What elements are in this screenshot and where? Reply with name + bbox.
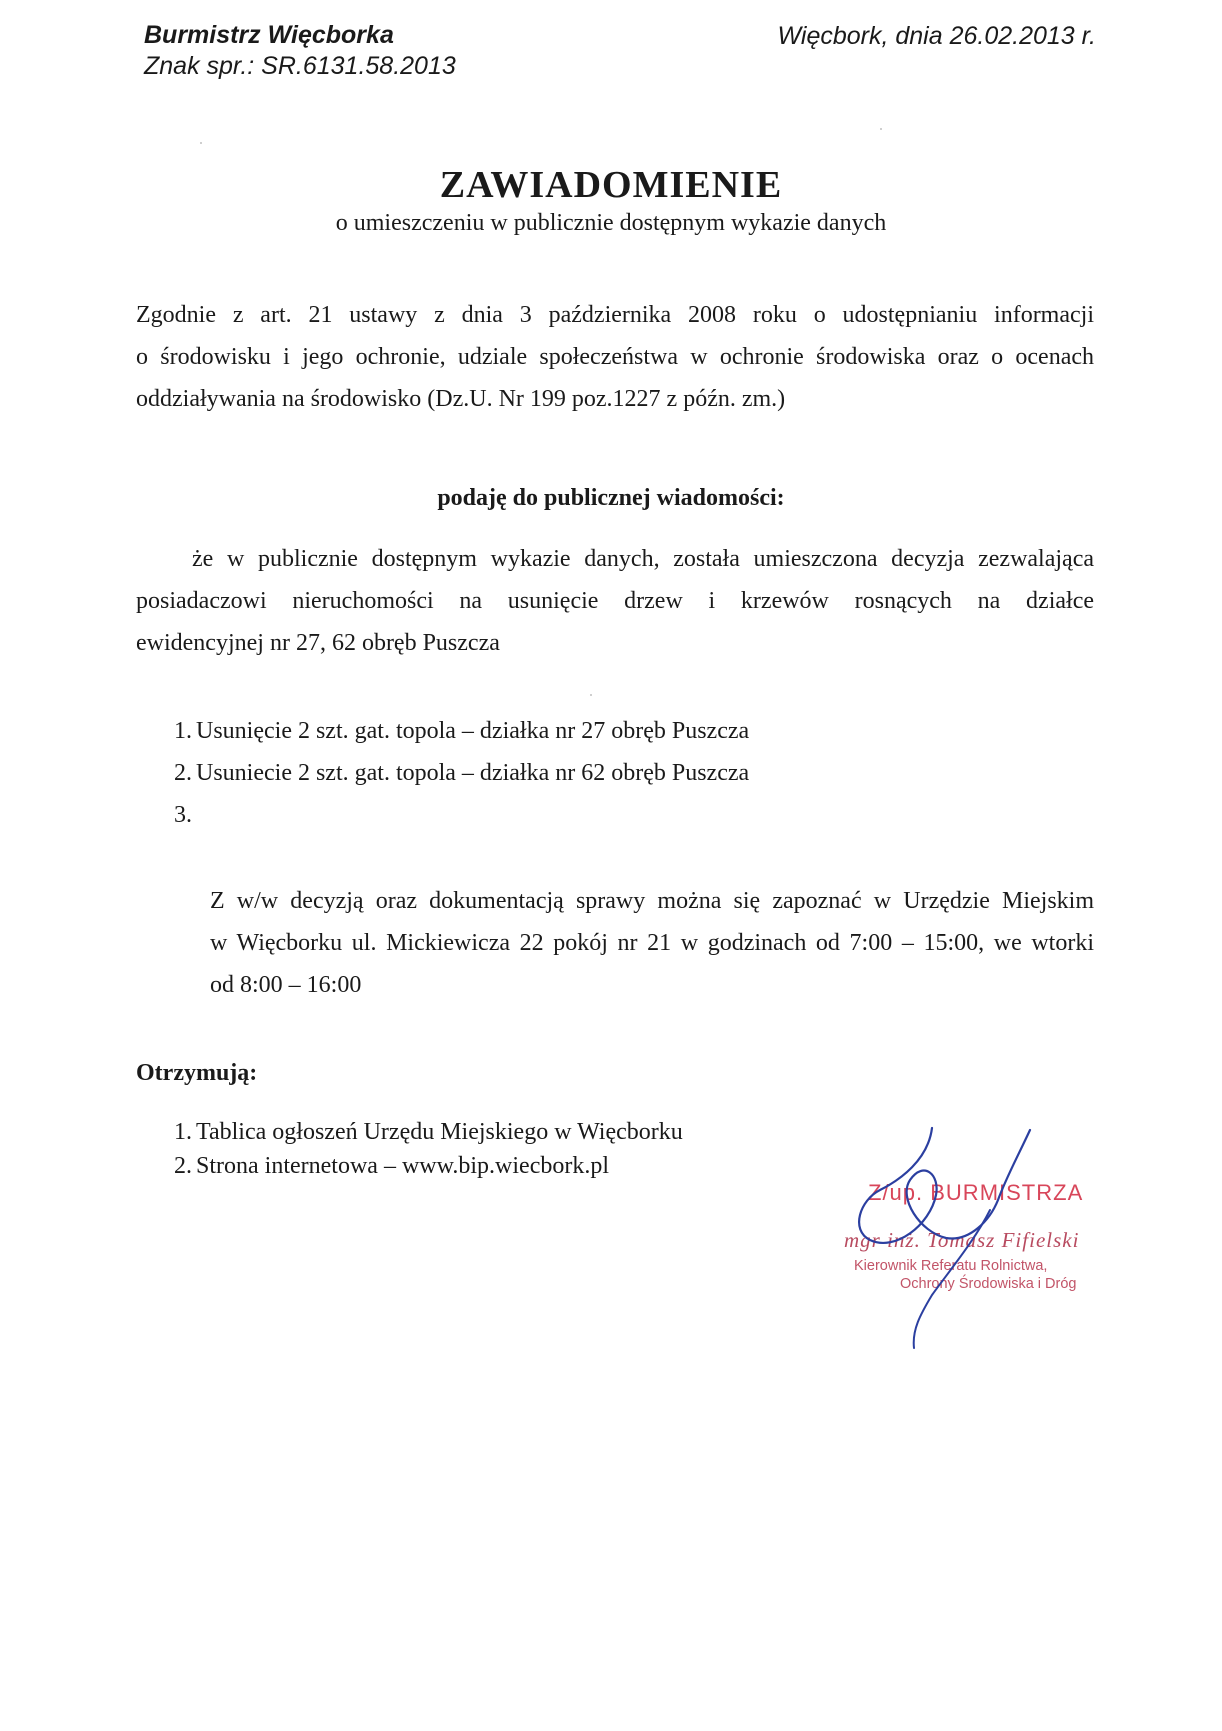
list-item-text: Tablica ogłoszeń Urzędu Miejskiego w Więcborku — [196, 1119, 683, 1145]
stamp-line: mgr inż. Tomasz Fifielski — [844, 1228, 1080, 1252]
paragraph-line: posiadaczowi nieruchomości na usunięcie drzew i krzewów rosnących na działce — [136, 588, 1094, 614]
paragraph-line: w Więcborku ul. Mickiewicza 22 pokój nr 21 w godzinach od 7:00 – 15:00, we wtorki — [210, 930, 1094, 956]
list-item — [174, 794, 749, 836]
announcement-heading: podaję do publicznej wiadomości: — [437, 485, 785, 511]
list-item-text: Usuniecie 2 szt. gat. topola – działka nr 62 obręb Puszcza — [196, 760, 750, 786]
scan-speck — [200, 142, 202, 144]
stamp-line: Z/up. BURMISTRZA — [868, 1180, 1084, 1205]
scan-speck — [590, 694, 592, 696]
list-item-number: 3. — [174, 802, 192, 828]
list-item-number: 2. — [174, 1153, 192, 1179]
paragraph-line: o środowisku i jego ochronie, udziale społeczeństwa w ochronie środowiska oraz o ocenach — [136, 344, 1094, 370]
document-subtitle: o umieszczeniu w publicznie dostępnym wykazie danych — [335, 210, 887, 236]
handwritten-signature — [840, 1120, 1080, 1350]
authority-name: Burmistrz Więcborka — [144, 21, 394, 49]
list-item-number: 1. — [174, 718, 192, 744]
list-item-number: 1. — [174, 1119, 192, 1145]
list-item-text: Usunięcie 2 szt. gat. topola – działka nr 27 obręb Puszcza — [196, 718, 750, 744]
list-item — [174, 710, 749, 752]
paragraph-line: Z w/w decyzją oraz dokumentacją sprawy można się zapoznać w Urzędzie Miejskim — [210, 888, 1094, 914]
legal-basis-paragraph — [136, 294, 1094, 420]
paragraph-line: od 8:00 – 16:00 — [210, 972, 362, 998]
stamp-line: Kierownik Referatu Rolnictwa, — [854, 1258, 1048, 1274]
paragraph-line: oddziaływania na środowisko (Dz.U. Nr 199 poz.1227 z późn. zm.) — [136, 386, 786, 412]
recipients-list — [174, 1115, 683, 1183]
paragraph-line: ewidencyjnej nr 27, 62 obręb Puszcza — [136, 630, 500, 656]
list-item — [174, 1149, 683, 1183]
stamp-line: Ochrony Środowiska i Dróg — [900, 1276, 1077, 1292]
decision-paragraph — [136, 538, 1094, 664]
list-item-number: 2. — [174, 760, 192, 786]
document-title: ZAWIADOMIENIE — [439, 164, 783, 206]
scan-speck — [880, 128, 882, 130]
list-item — [174, 752, 749, 794]
recipients-heading: Otrzymują: — [136, 1060, 258, 1086]
list-item-text: Strona internetowa – www.bip.wiecbork.pl — [196, 1153, 610, 1179]
paragraph-line: że w publicznie dostępnym wykazie danych, została umieszczona decyzja zezwalająca — [192, 546, 1094, 572]
place-date: Więcbork, dnia 26.02.2013 r. — [777, 22, 1096, 50]
decision-items-list — [174, 710, 749, 836]
case-reference: Znak spr.: SR.6131.58.2013 — [144, 52, 456, 80]
letterhead — [144, 20, 456, 82]
paragraph-line: Zgodnie z art. 21 ustawy z dnia 3 października 2008 roku o udostępnianiu informacji — [136, 302, 1094, 328]
list-item — [174, 1115, 683, 1149]
office-hours-paragraph — [210, 880, 1094, 1006]
